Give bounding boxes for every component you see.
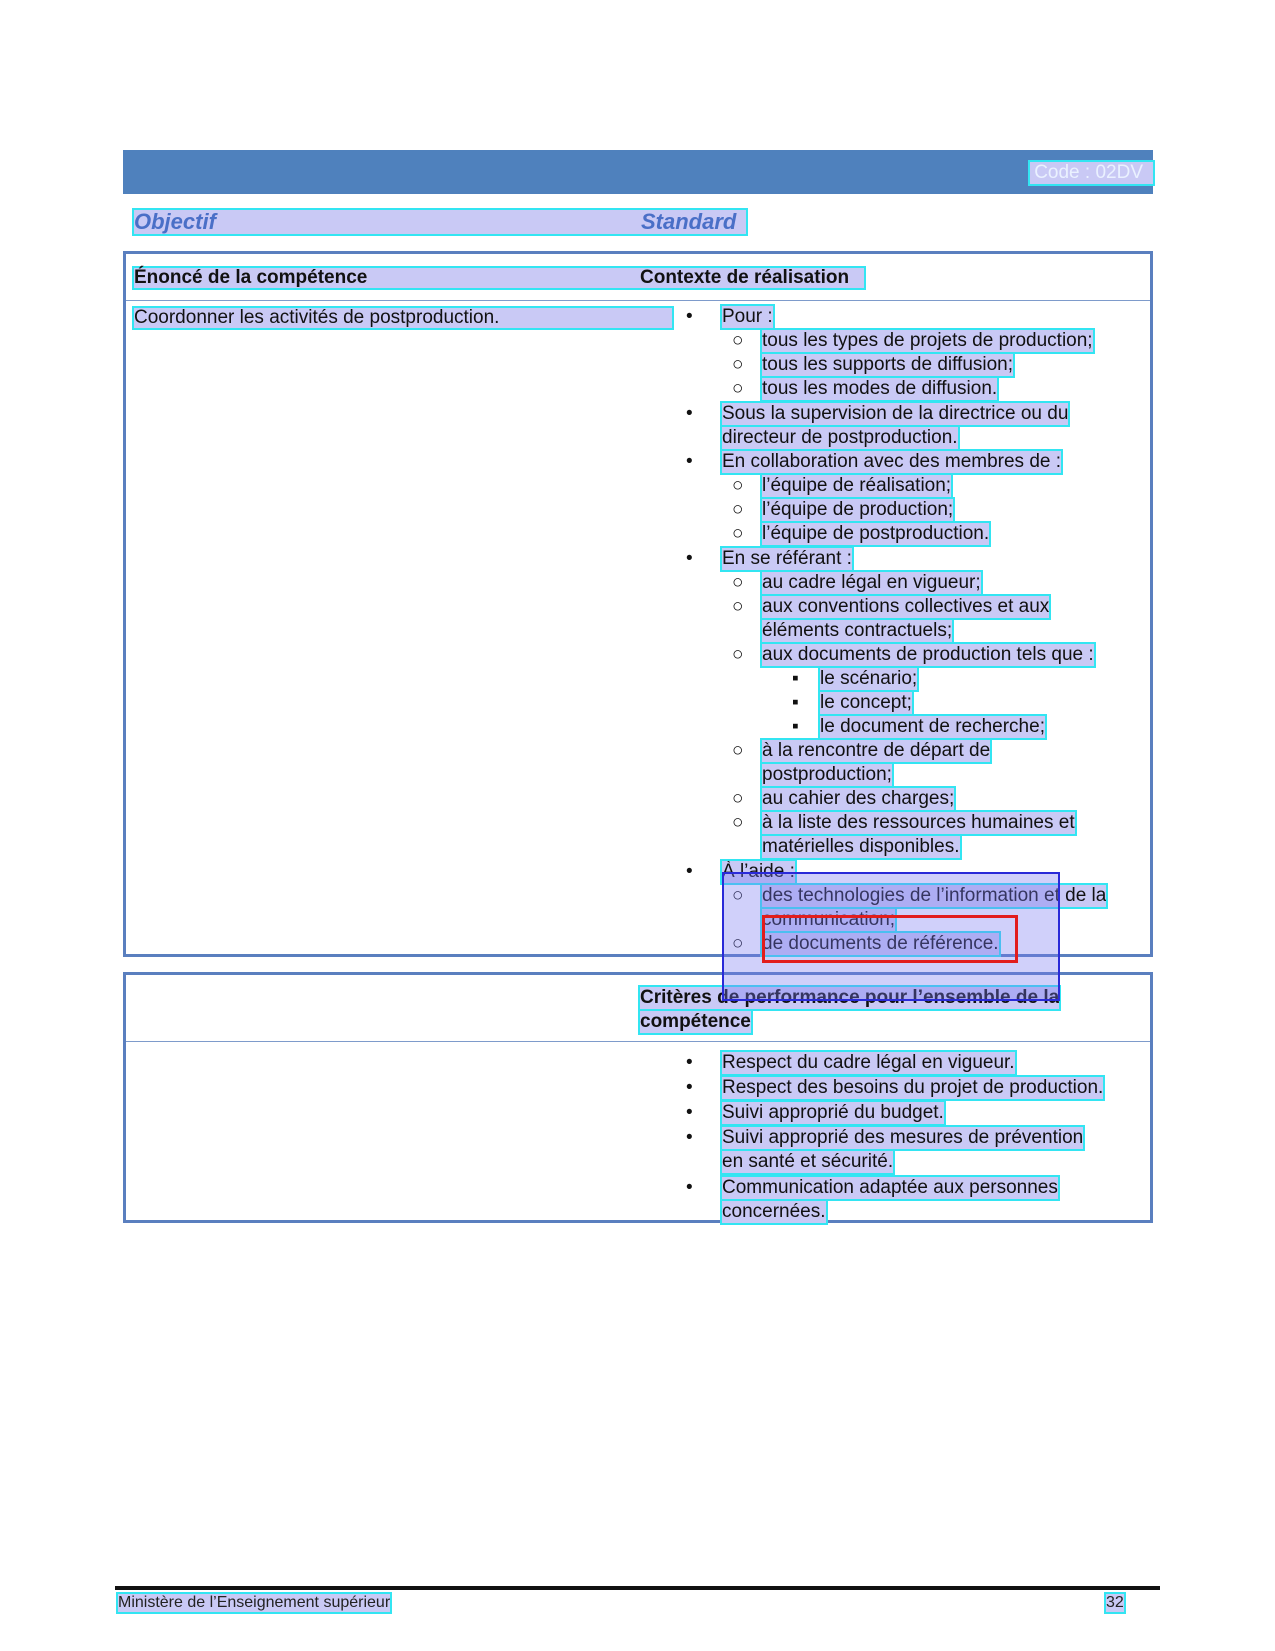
table-header-divider xyxy=(126,1041,1150,1042)
enonce-header: Énoncé de la compétence xyxy=(134,267,368,288)
list-item: tous les modes de diffusion. xyxy=(762,378,998,399)
sub-bullet-icon: ○ xyxy=(732,788,744,809)
square-bullet-icon: ▪ xyxy=(792,716,799,737)
list-item: à la liste des ressources humaines et xyxy=(762,812,1075,833)
list-item: directeur de postproduction. xyxy=(722,427,958,448)
list-item: en santé et sécurité. xyxy=(722,1151,894,1172)
list-item: postproduction; xyxy=(762,764,892,785)
page-number: 32 xyxy=(1106,1594,1124,1611)
list-item: le concept; xyxy=(820,692,912,713)
list-item: En se référant : xyxy=(722,548,852,569)
target-highlight-box[interactable] xyxy=(762,915,1018,963)
list-item: le document de recherche; xyxy=(820,716,1045,737)
sub-bullet-icon: ○ xyxy=(732,572,744,593)
list-item: l’équipe de production; xyxy=(762,499,954,520)
list-item: l’équipe de réalisation; xyxy=(762,475,952,496)
sub-bullet-icon: ○ xyxy=(732,499,744,520)
sub-bullet-icon: ○ xyxy=(732,354,744,375)
list-item: En collaboration avec des membres de : xyxy=(722,451,1062,472)
table-header-divider xyxy=(126,300,1150,301)
square-bullet-icon: ▪ xyxy=(792,692,799,713)
standard-heading: Standard xyxy=(641,209,737,234)
bullet-icon: • xyxy=(686,1177,693,1198)
list-item: aux documents de production tels que : xyxy=(762,644,1094,665)
list-item: concernées. xyxy=(722,1201,826,1222)
sub-bullet-icon: ○ xyxy=(732,812,744,833)
list-item: au cadre légal en vigueur; xyxy=(762,572,981,593)
list-item: Suivi approprié des mesures de prévention xyxy=(722,1127,1084,1148)
bullet-icon: • xyxy=(686,451,693,472)
criteria-header-line1: Critères de performance pour l’ensemble de la xyxy=(640,987,1060,1008)
sub-bullet-icon: ○ xyxy=(732,378,744,399)
list-item: Suivi approprié du budget. xyxy=(722,1102,944,1123)
contexte-header: Contexte de réalisation xyxy=(640,267,850,288)
square-bullet-icon: ▪ xyxy=(792,668,799,689)
list-item: à la rencontre de départ de xyxy=(762,740,991,761)
sub-bullet-icon: ○ xyxy=(732,885,744,906)
sub-bullet-icon: ○ xyxy=(732,475,744,496)
bullet-icon: • xyxy=(686,548,693,569)
bullet-icon: • xyxy=(686,1052,693,1073)
bullet-icon: • xyxy=(686,1127,693,1148)
list-item: Pour : xyxy=(722,306,773,327)
list-item: le scénario; xyxy=(820,668,918,689)
list-item: Respect du cadre légal en vigueur. xyxy=(722,1052,1015,1073)
bullet-icon: • xyxy=(686,306,693,327)
list-item: au cahier des charges; xyxy=(762,788,955,809)
list-item: l’équipe de postproduction. xyxy=(762,523,990,544)
list-item: Respect des besoins du projet de production. xyxy=(722,1077,1104,1098)
bullet-icon: • xyxy=(686,1102,693,1123)
list-item: À l’aide : xyxy=(722,861,795,882)
bullet-icon: • xyxy=(686,861,693,882)
bullet-icon: • xyxy=(686,403,693,424)
sub-bullet-icon: ○ xyxy=(732,644,744,665)
footer-rule xyxy=(115,1586,1160,1590)
list-item: aux conventions collectives et aux xyxy=(762,596,1050,617)
list-item: communication; xyxy=(762,909,896,930)
code-label: Code : 02DV xyxy=(1030,162,1153,184)
list-item: de documents de référence. xyxy=(762,933,999,954)
code-bar xyxy=(123,150,1153,194)
criteria-header-line2: compétence xyxy=(640,1011,751,1032)
list-item: Communication adaptée aux personnes xyxy=(722,1177,1058,1198)
sub-bullet-icon: ○ xyxy=(732,740,744,761)
list-item: tous les types de projets de production; xyxy=(762,330,1093,351)
list-item: éléments contractuels; xyxy=(762,620,953,641)
objectif-heading: Objectif xyxy=(134,209,216,234)
list-item: Sous la supervision de la directrice ou du xyxy=(722,403,1069,424)
list-item: des technologies de l’information et de la xyxy=(762,885,1107,906)
sub-bullet-icon: ○ xyxy=(732,933,744,954)
bullet-icon: • xyxy=(686,1077,693,1098)
sub-bullet-icon: ○ xyxy=(732,330,744,351)
footer-ministry: Ministère de l’Enseignement supérieur xyxy=(118,1594,391,1611)
list-item: matérielles disponibles. xyxy=(762,836,960,857)
sub-bullet-icon: ○ xyxy=(732,523,744,544)
list-item: tous les supports de diffusion; xyxy=(762,354,1014,375)
competence-statement: Coordonner les activités de postproduction. xyxy=(134,307,500,328)
sub-bullet-icon: ○ xyxy=(732,596,744,617)
